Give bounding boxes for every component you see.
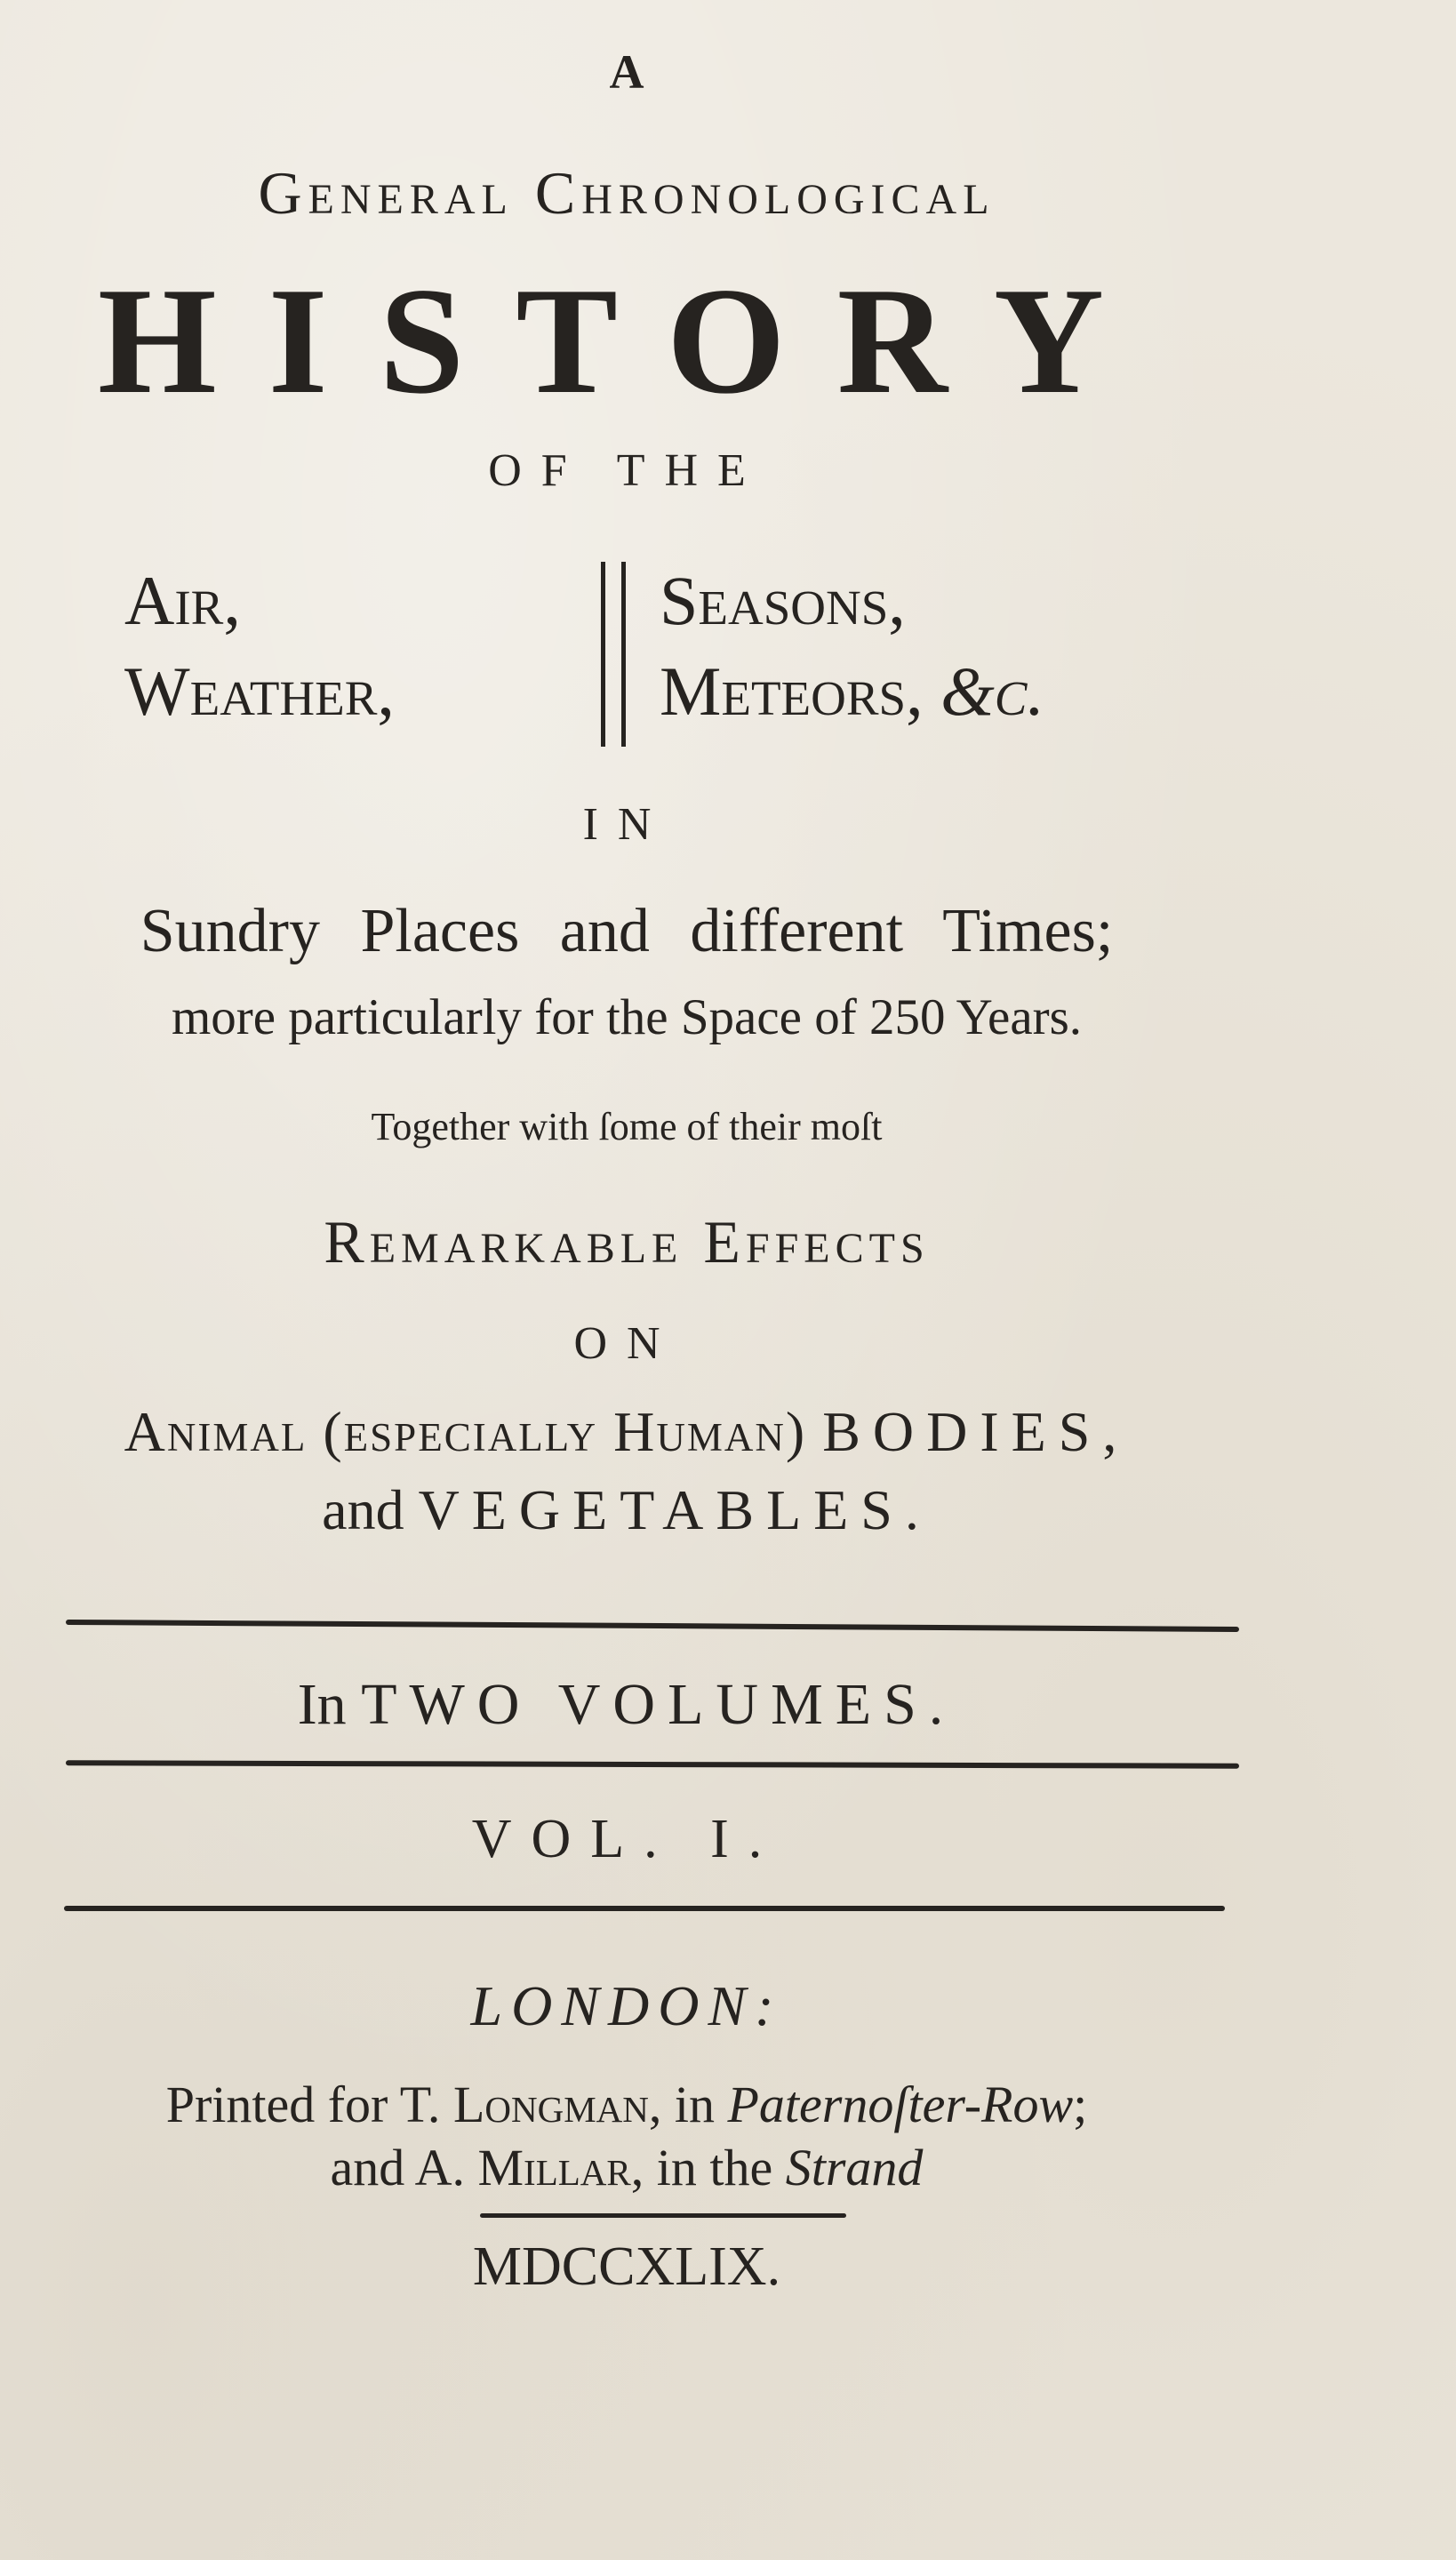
and-a: and A. — [330, 2139, 478, 2196]
volumes-line — [36, 1671, 1218, 1739]
rule-middle — [66, 1760, 1239, 1768]
space-line: more particularly for the Space of 250 Years. — [171, 989, 1083, 1045]
printer-longman: Longman — [452, 2076, 649, 2133]
animal-pre: Animal (eſpecially — [124, 1400, 614, 1463]
vegetables-word: VEGETABLES. — [418, 1478, 932, 1541]
in-line: IN — [582, 799, 671, 850]
volume-line: VOL. I. — [471, 1809, 782, 1869]
volumes-pre: In — [297, 1672, 362, 1737]
printed-end: ; — [1073, 2076, 1088, 2133]
subject-meteors: Meteors, — [660, 652, 924, 730]
imprint-city: LONDON: — [470, 1974, 783, 2037]
printer-millar: Millar — [477, 2139, 631, 2196]
effects-line: Remarkable Effects — [324, 1208, 930, 1276]
volumes-word: TWO VOLUMES. — [361, 1672, 956, 1737]
places-line: Sundry Places and different Times; — [140, 897, 1114, 965]
rule-top — [66, 1620, 1239, 1632]
imprint-line-1 — [36, 2075, 1218, 2134]
double-rule-divider — [601, 562, 626, 747]
bodies-word: BODIES, — [822, 1400, 1130, 1463]
printed-mid: , in — [648, 2076, 728, 2133]
on-line: ON — [573, 1318, 680, 1369]
animal-human: Human — [613, 1400, 786, 1463]
rule-short — [480, 2213, 846, 2218]
printed-pre: Printed for T. — [165, 2076, 453, 2133]
vegetables-line — [36, 1477, 1218, 1543]
et-cetera: &c. — [940, 652, 1044, 730]
main-title: HISTORY — [97, 257, 1156, 426]
subject-weather: Weather, — [124, 652, 395, 730]
place-paternoster: Paternoſter-Row — [727, 2076, 1074, 2133]
subjects-right-column — [660, 556, 1282, 737]
place-strand: Strand — [785, 2139, 924, 2196]
subject-seasons: Seasons, — [660, 562, 906, 639]
animal-line — [36, 1399, 1218, 1465]
of-the-line: OF THE — [488, 445, 765, 496]
together-line: Together with ſome of their moſt — [371, 1105, 883, 1148]
animal-post: ) — [785, 1400, 823, 1463]
in-the: , in the — [630, 2139, 786, 2196]
subject-air: Air, — [124, 562, 241, 639]
subject-meteors-line — [660, 646, 1282, 737]
and-word: and — [322, 1478, 419, 1541]
publication-year: MDCCXLIX. — [472, 2236, 781, 2297]
subjects-left-column — [124, 556, 604, 737]
rule-bottom — [64, 1906, 1225, 1911]
imprint-line-2 — [36, 2138, 1218, 2197]
title-article: A — [609, 45, 644, 99]
title-subtitle: General Chronological — [258, 159, 996, 227]
